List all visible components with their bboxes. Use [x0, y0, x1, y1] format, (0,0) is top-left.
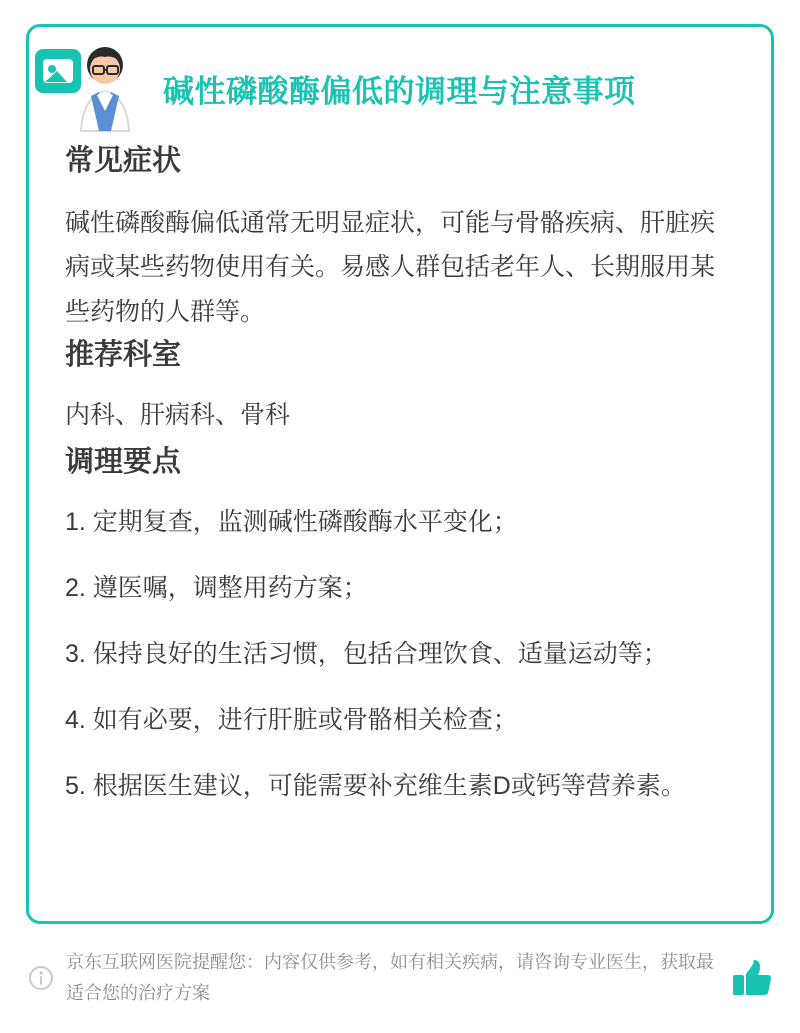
doctor-avatar-icon: [33, 35, 145, 135]
footer-text: 京东互联网医院提醒您：内容仅供参考，如有相关疾病，请咨询专业医生，获取最适合您的治疗方案: [66, 952, 714, 1003]
list-item: 4. 如有必要，进行肝脏或骨骼相关检查；: [65, 706, 518, 735]
care-points-list: [65, 502, 735, 806]
info-circle-icon: [26, 963, 56, 993]
section-heading-care-points: 调理要点: [65, 446, 182, 479]
section-body-symptoms: 碱性磷酸酶偏低通常无明显症状，可能与骨骼疾病、肝脏疾病或某些药物使用有关。易感人群包括老年人、长期服用某些药物的人群等。: [65, 208, 716, 326]
footer-disclaimer: [26, 939, 774, 1017]
list-item: 2. 遵医嘱，调整用药方案；: [65, 574, 368, 603]
list-item: 3. 保持良好的生活习惯，包括合理饮食、适量运动等；: [65, 640, 668, 669]
thumbs-up-icon[interactable]: [728, 955, 774, 1001]
section-heading-symptoms: 常见症状: [65, 145, 182, 178]
list-item: 1. 定期复查，监测碱性磷酸酶水平变化；: [65, 508, 518, 537]
section-heading-department: 推荐科室: [65, 339, 182, 372]
content-card: [26, 24, 774, 924]
page-title: 碱性磷酸酶偏低的调理与注意事项: [163, 74, 636, 109]
list-item: 5. 根据医生建议，可能需要补充维生素D或钙等营养素。: [65, 772, 686, 801]
section-body-department: 内科、肝病科、骨科: [65, 401, 291, 430]
